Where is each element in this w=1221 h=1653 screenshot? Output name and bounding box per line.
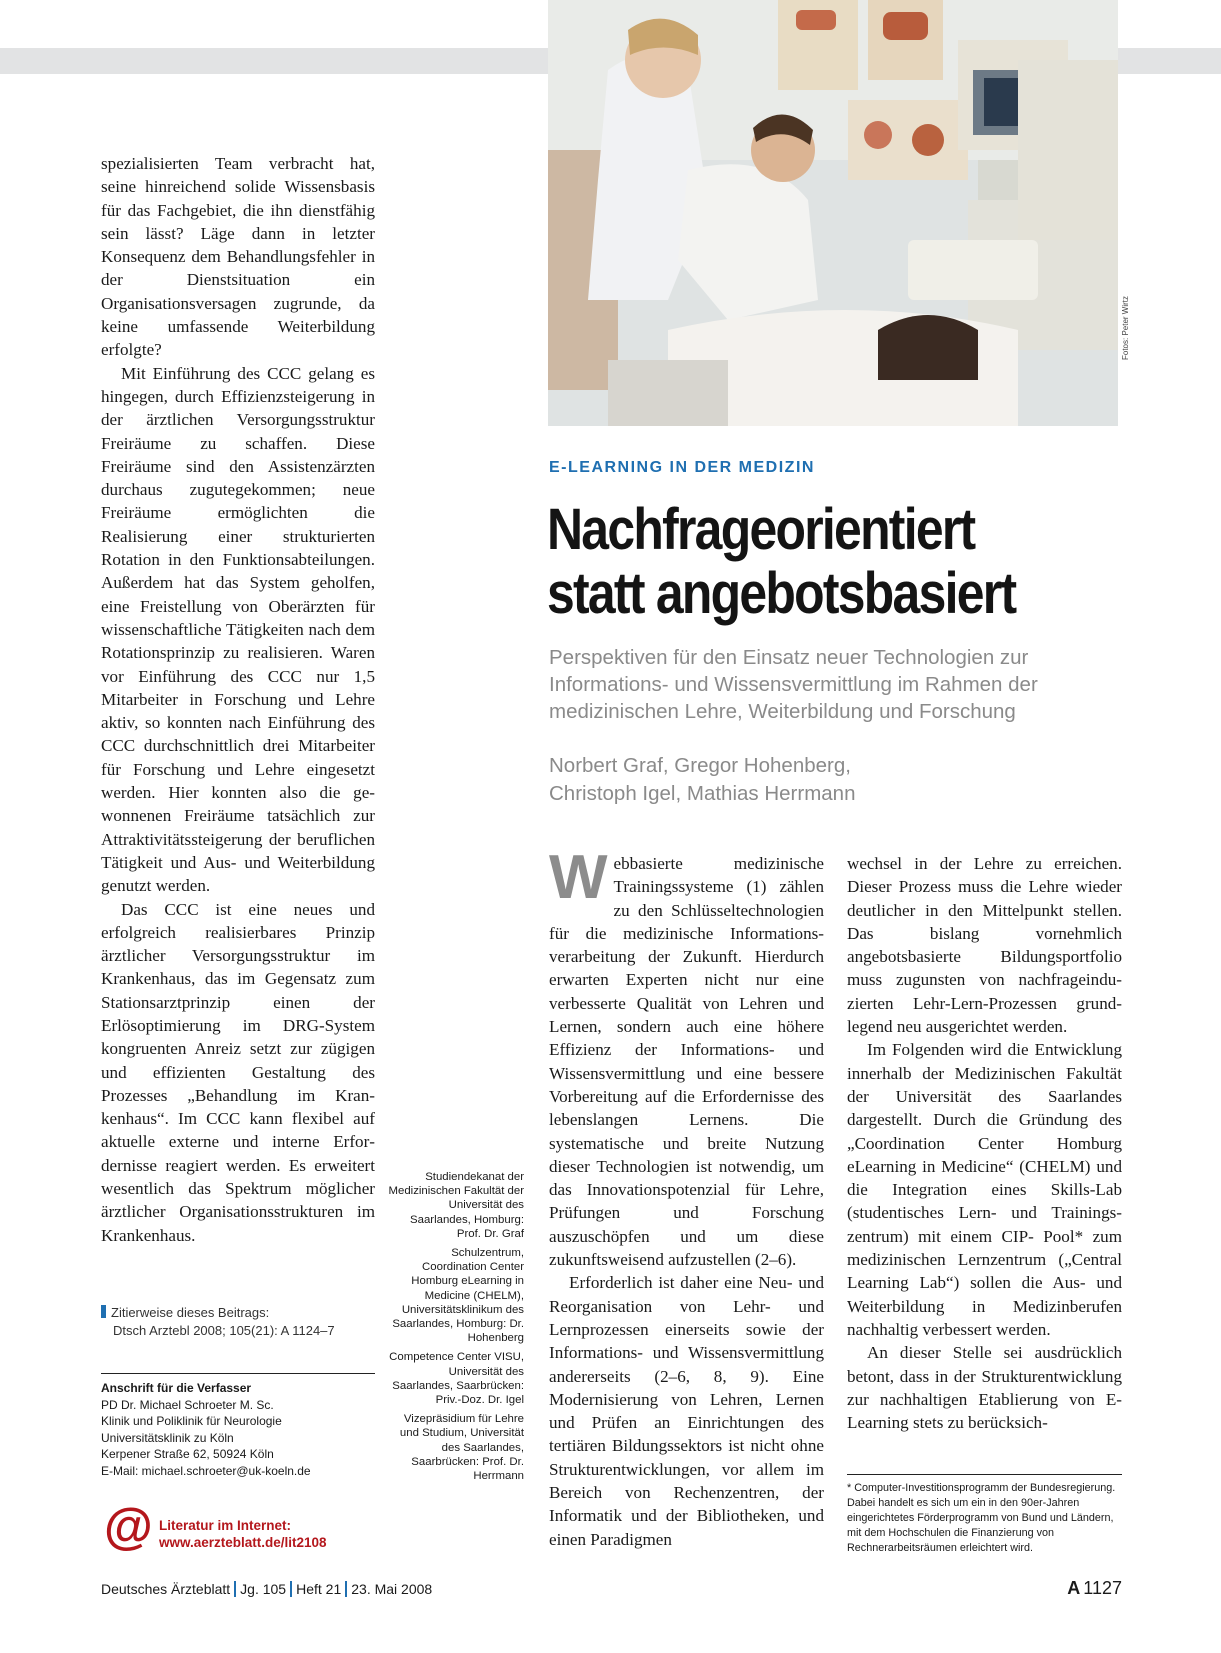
address-line: Universitätsklinik zu Köln	[101, 1430, 234, 1445]
article-authors	[549, 752, 1149, 808]
page-number-value: 1127	[1083, 1578, 1122, 1598]
drop-cap: W	[549, 843, 608, 912]
journal-issue: Heft 21	[296, 1581, 342, 1597]
left-paragraph-1: spezialisierten Team verbracht hat, seine hinreichend solide Wissensbasis für das Fachgebiet, die ihn dienstfähig sein lässt? Läge dann in letzter Konsequenz dem Behandlungsfehler in der Dienstsituation ein Organisationsversagen zugrunde, da keine umfassende Weiterbildung erfolgte?	[101, 154, 375, 360]
photo-credit: Fotos: Peter Wirtz	[1121, 295, 1130, 360]
at-sign-icon: @	[104, 1498, 153, 1554]
title-line: Nachfrageorientiert	[547, 497, 975, 562]
body-paragraph-1	[549, 843, 824, 1271]
address-line: PD Dr. Michael Schroeter M. Sc.	[101, 1397, 274, 1412]
left-paragraph-2: Mit Einführung des CCC gelang es hingegen, durch Effizienzsteigerung in der ärztlichen Versorgungsstruktur Freiräume zu schaffen. Diese Freiräume sind den Assistenzärzten durchaus zugutegekommen; neue Freiräume ermöglichten die Realisierung einer strukturierten Rotation in den Funktionsabteilungen. Außerdem hat das System geholfen, eine Freistellung von Oberärzten für wissenschaftliche Tätigkeiten nach dem Rotationsprinzip zu realisieren. Waren vor Einführung des CCC nur 1,5 Mitarbeiter in Forschung und Lehre aktiv, so konnten nach Einführung des CCC durchschnittlich drei Mitarbeiter für Forschung und Lehre eingesetzt werden. Hier konnten also die gewonnenen Freiräume tatsächlich zur Attraktivitätssteigerung der beruflichen Tätigkeit und Aus- und Weiterbildung genutzt werden.	[101, 363, 375, 896]
affiliation-item: Competence Center VISU, Universität des Saarlandes, Saarbrücken: Priv.-Doz. Dr. Igel	[389, 1351, 524, 1407]
article-title	[547, 498, 1063, 626]
footer-separator	[345, 1581, 347, 1597]
body-column-1	[549, 843, 824, 1551]
page-footer	[101, 1581, 432, 1597]
citation-marker	[101, 1305, 106, 1318]
affiliation-item: Schulzentrum, Coordination Center Homburg eLearning in Medicine (CHELM), Universitätsklinikum des Saarlandes, Homburg: Dr. Hohenberg	[392, 1247, 524, 1345]
literature-link-box[interactable]	[104, 1498, 384, 1557]
body-column-2	[847, 852, 1122, 1434]
body-paragraph-4: An dieser Stelle sei ausdrücklich betont, dass in der Strukturentwicklung zur nachhaltigen Etablierung von E-Learning stets zu berücksich-	[847, 1343, 1122, 1433]
left-paragraph-3: Das CCC ist eine neues und erfolgreich realisierbares Prinzip ärztlicher Versorgungsstruktur im Krankenhaus, das im Gegensatz zum Stationsarztprinzip einen der Erlösoptimierung im DRG-System kongruenten Anreiz setzt zur zügigen und effizienten Gestaltung des Prozesses „Behandlung im Krankenhaus“. Im CCC kann flexibel auf aktuelle externe und interne Erfordernisse reagiert werden. Es erweitert wesentlich das Spektrum möglicher ärztlicher Organisationsstrukturen im Krankenhaus.	[101, 899, 375, 1245]
address-line: Klinik und Poliklinik für Neurologie	[101, 1414, 282, 1429]
author-address	[101, 1373, 375, 1480]
article-kicker: E-LEARNING IN DER MEDIZIN	[549, 459, 815, 476]
journal-volume: Jg. 105	[240, 1581, 287, 1597]
journal-date: 23. Mai 2008	[351, 1581, 433, 1597]
title-line: statt angebotsbasiert	[547, 561, 1016, 626]
affiliations	[388, 1170, 524, 1488]
authors-line: Norbert Graf, Gregor Hohenberg,	[549, 754, 851, 777]
literature-label: Literatur im Internet:	[159, 1518, 292, 1533]
journal-name: Deutsches Ärzteblatt	[101, 1581, 231, 1597]
footnote: * Computer-Investitionsprogramm der Bundesregierung. Dabei handelt es sich um ein in den 90er-Jahren eingerichtetes Förderprogramm von Bund und Ländern, mit dem Hochschulen die Finanzierung von Rechnerarbeitsräumen erleichtert wird.	[847, 1474, 1122, 1556]
page-prefix: A	[1067, 1578, 1081, 1598]
article-subtitle: Perspektiven für den Einsatz neuer Technologien zur Informations- und Wissensvermittlung im Rahmen der medizinischen Lehre, Weiterbildung und Forschung	[549, 646, 1038, 723]
left-column-text	[101, 152, 375, 1247]
page-number	[1067, 1578, 1122, 1599]
footer-separator	[234, 1581, 236, 1597]
ultrasound-scene-image	[548, 0, 1118, 426]
body-paragraph-3: Im Folgenden wird die Entwicklung innerhalb der Medizinischen Fakultät der Universität des Saarlandes dargestellt. Durch die Gründung des „Coordination Center Homburg eLearning in Medicine“ (CHELM) und die Integration eines Skills-Lab (studentisches Lern- und Trainingszentrum) mit einem CIP- Pool* zum medizinischen Lernzentrum („Central Learning Lab“) sollen die Aus- und Weiterbildung in Medizinberufen nachhaltig verbessert werden.	[847, 1040, 1122, 1339]
literature-url[interactable]: www.aerzteblatt.de/lit2108	[159, 1535, 327, 1550]
address-email[interactable]: E-Mail: michael.schroeter@uk-koeln.de	[101, 1463, 311, 1478]
address-line: Kerpener Straße 62, 50924 Köln	[101, 1447, 274, 1462]
body-paragraph-2: Erforderlich ist daher eine Neu- und Reorganisation von Lehr- und Lernprozessen einerseits sowie der Informations- und Wissensvermittlung andererseits (2–6, 8, 9). Eine Modernisierung von Lehren, Lernen und Prüfen an Einrichtungen des tertiären Bildungssektors ist nicht ohne Strukturentwicklungen, vor allem im Bereich von Rechenzentren, der Informatik und der Bibliotheken, und einen Paradigmen	[549, 1273, 824, 1549]
affiliation-item: Studiendekanat der Medizinischen Fakultät der Universität des Saarlandes, Homburg: Prof. Dr. Graf	[388, 1171, 524, 1240]
affiliation-item: Vizepräsidium für Lehre und Studium, Universität des Saarlandes, Saarbrücken: Prof. Dr. Herrmann	[399, 1413, 524, 1483]
citation-reference: Dtsch Arztebl 2008; 105(21): A 1124–7	[113, 1323, 335, 1338]
address-heading: Anschrift für die Verfasser	[101, 1381, 252, 1395]
citation-box	[101, 1304, 375, 1340]
body-paragraph-2-continued: wechsel in der Lehre zu erreichen. Dieser Prozess muss die Lehre wieder deutlicher in den Mittelpunkt stellen. Das bislang vornehmlich angebotsbasierte Bildungsportfolio muss zugunsten von nachfrageinduzierten Lehr-Lern-Prozessen grundlegend neu ausgerichtet werden.	[847, 854, 1122, 1037]
authors-line: Christoph Igel, Mathias Herrmann	[549, 782, 856, 805]
body-paragraph-1-text: ebbasierte medizinische Trainingssysteme (1) zählen zu den Schlüsseltechnologien für die medizinische Informationsverarbeitung der Zukunft. Hierdurch erwarten Experten nicht nur eine verbesserte Qualität von Lehren und Lernen, sondern auch eine höhere Effizienz der Informations- und Wissensvermittlung und eine bessere Vorbereitung auf die Erfordernisse des lebenslangen Lernens. Die systematische und breite Nutzung dieser Technologien ist notwendig, um das Innovationspotenzial für Lehre, Prüfungen und Forschung auszuschöpfen und um diese zukunftsweisend aufzustellen (2–6).	[549, 854, 824, 1270]
footer-separator	[290, 1581, 292, 1597]
citation-label: Zitierweise dieses Beitrags:	[111, 1305, 270, 1320]
article-photo	[548, 0, 1118, 426]
